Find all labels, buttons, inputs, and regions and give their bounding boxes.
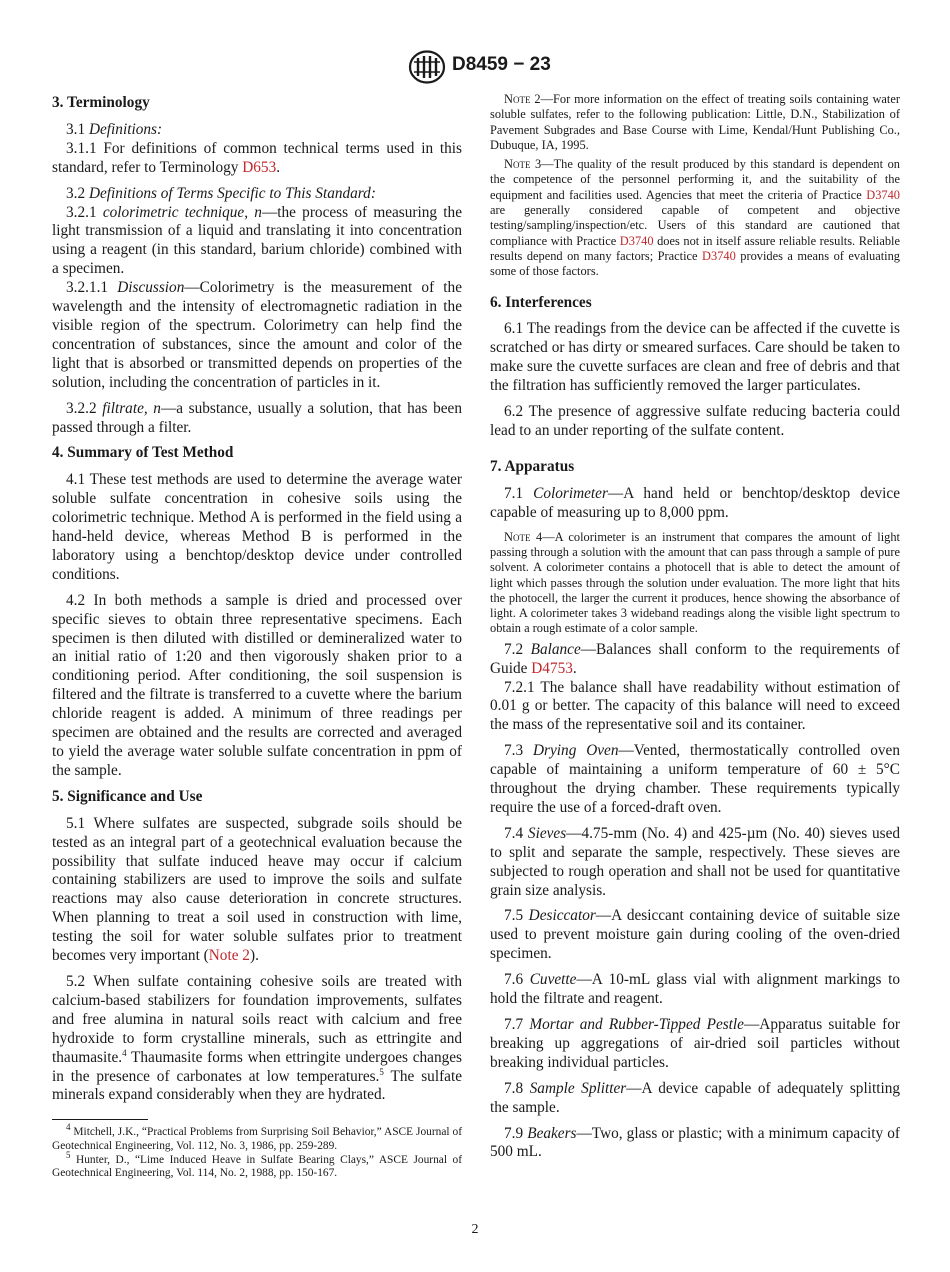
paragraph: 3.2.2 filtrate, n—a substance, usually a solution, that has been passed through a filter. <box>52 399 462 436</box>
paragraph: 7.7 Mortar and Rubber-Tipped Pestle—Apparatus suitable for breaking up aggregations of air-dried soil particles without breaking individual particles. <box>490 1016 900 1071</box>
paragraph: 3.1 Definitions: <box>66 120 163 138</box>
standard-designation: D8459 − 23 <box>452 54 551 75</box>
paragraph: 6.2 The presence of aggressive sulfate reducing bacteria could lead to an under reporting of the sulfate content. <box>490 403 900 439</box>
paragraph: 7.2 Balance—Balances shall conform to the requirements of Guide D4753. <box>490 640 900 677</box>
paragraph: 7.6 Cuvette—A 10-mL glass vial with alignment markings to hold the filtrate and reagent. <box>490 971 900 1008</box>
paragraph: 3.1.1 For definitions of common technical terms used in this standard, refer to Terminology D653. <box>52 139 462 176</box>
paragraph: 7.3 Drying Oven—Vented, thermostatically controlled oven capable of maintaining a uniform temperature of 60 ± 5°C throughout the drying chamber. These requirements typically require the use of a forced-draft oven. <box>490 742 900 816</box>
section-heading: 7. Apparatus <box>490 457 575 475</box>
paragraph: 7.2.1 The balance shall have readability without estimation of 0.01 g or better. The capacity of this balance will need to exceed the mass of the representative soil and its container. <box>490 678 900 734</box>
note-3: Note 3—The quality of the result produced by this standard is dependent on the competence of the personnel performing it, and the suitability of the equipment and facilities used. Agencies that meet the criteria of Practice D3740 are generally considered capable of competent and objective testing/sampling/inspection/etc. Users of this standard are cautioned that compliance with Practice D3740 does not in itself assure reliable results. Reliable results depend on many factors; Practice D3740 provides a means of evaluating some of those factors. <box>490 157 900 279</box>
note-2: Note 2—For more information on the effect of treating soils containing water soluble sulfates, refer to the following publication: Little, D.N., Stabilization of Pavement Subgrades and Base Course with Lime, Kendal/Hunt Publishing Co., Dubuque, IA, 1995. <box>490 92 900 152</box>
section-heading: 4. Summary of Test Method <box>52 444 234 462</box>
footnote-5: $^5$ Hunter, D., “Lime Induced Heave in Sulfate Bearing Clays,” ASCE Journal of Geotechnical Engineering, Vol. 114, No. 2, 1988, pp. 150-167. <box>52 1149 462 1180</box>
paragraph: 4.1 These test methods are used to determine the average water soluble sulfate concentration in cohesive soils using the colorimetric technique. Method A is performed in the field using a hand-held device, whereas Method B is performed in the laboratory using a benchtop/desktop device under controlled conditions. <box>52 471 462 583</box>
note-4: Note 4—A colorimeter is an instrument that compares the amount of light passing through a solution with the amount that can pass through a sample of pure solvent. A colorimeter contains a photocell that is able to detect the amount of light which passes through the solution under evaluation. The more light that hits the photocell, the larger the current it produces, hence showing the absorbance of light. A colorimeter takes 3 wideband readings along the visible light spectrum to obtain a rough estimate of a color sample. <box>490 529 900 636</box>
page-number: 2 <box>471 1222 479 1237</box>
paragraph: 3.2.1 colorimetric technique, n—the process of measuring the light transmission of a liquid and translating it into concentration using a reagent (in this standard, barium chloride) combined with a specimen. <box>52 203 462 278</box>
section-heading: 3. Terminology <box>52 94 150 111</box>
paragraph: 5.2 When sulfate containing cohesive soils are treated with calcium-based stabilizers for foundation improvements, sulfates and free alumina in natural soils react with calcium and free hydroxide to form crystalline minerals, such as ettringite and thaumasite.$^4$ Thaumasite forms when ettringite undergoes changes in the presence of carbonates at low temperatures.$^5$ The sulfate minerals expand considerably when they are hydrated. <box>52 972 462 1104</box>
paragraph: 7.1 Colorimeter—A hand held or benchtop/desktop device capable of measuring up to 8,000 ppm. <box>490 484 900 521</box>
paragraph: 4.2 In both methods a sample is dried and processed over specific sieves to obtain three representative specimens. Each specimen is then diluted with distilled or demineralized water to an initial ratio of 1:20 and then vigorously shaken prior to a conditioning period. After conditioning, the soil suspension is filtered and the filtrate is transferred to a cuvette where the barium chloride reagent is added. A minimum of three readings per specimen are obtained and the results are corrected and averaged to yield the average water soluble sulfate concentration in ppm of the sample. <box>52 591 462 779</box>
left-column <box>52 92 462 1181</box>
footnote-ref-4[interactable]: 4 <box>122 1047 127 1058</box>
page-header <box>0 48 950 88</box>
note-2-link[interactable]: Note 2 <box>208 947 250 965</box>
section-heading: 5. Significance and Use <box>52 787 203 805</box>
paragraph: 7.8 Sample Splitter—A device capable of adequately splitting the sample. <box>490 1079 900 1116</box>
ref-link-d653[interactable]: D653 <box>242 158 277 176</box>
section-heading: 6. Interferences <box>490 293 592 311</box>
footnote-4: $^4$ Mitchell, J.K., “Practical Problems from Surprising Soil Behavior,” ASCE Journal of Geotechnical Engineering, Vol. 112, No. 3, 1986, pp. 259-289. <box>52 1122 462 1152</box>
right-column <box>490 92 900 1169</box>
ref-link-d4753[interactable]: D4753 <box>531 659 573 677</box>
astm-logo-icon <box>408 50 446 84</box>
ref-link-d3740[interactable]: D3740 <box>702 248 736 263</box>
paragraph: 7.4 Sieves—4.75-mm (No. 4) and 425-µm (No. 40) sieves used to split and separate the sample, respectively. These sieves are subjected to rough operation and shall not be used for quantitative grain size analysis. <box>490 824 901 899</box>
paragraph: 5.1 Where sulfates are suspected, subgrade soils should be tested as an integral part of a geotechnical evaluation because the possibility that sulfate induced heave may occur if calcium containing stabilizers are used to improve the soils and sulfate reactions may also cause deterioration in concrete structures. When planning to treat a soil used in construction with lime, testing the soil for water soluble sulfates prior to treatment becomes very important (Note 2). <box>52 814 462 965</box>
paragraph: 3.2.1.1 Discussion—Colorimetry is the measurement of the wavelength and the intensity of electromagnetic radiation in the visible region of the spectrum. Colorimetry can help find the concentration of substances, since the amount and color of the light that is absorbed or transmitted depends on properties of the solution, including the concentration of particles in it. <box>52 279 462 391</box>
paragraph: 7.9 Beakers—Two, glass or plastic; with a minimum capacity of 500 mL. <box>490 1124 900 1161</box>
ref-link-d3740[interactable]: D3740 <box>866 187 900 202</box>
paragraph: 3.2 Definitions of Terms Specific to This Standard: <box>66 184 376 202</box>
ref-link-d3740[interactable]: D3740 <box>619 233 654 248</box>
paragraph: 6.1 The readings from the device can be affected if the cuvette is scratched or has dirty or smeared surfaces. Care should be taken to make sure the cuvette surfaces are clean and free of debris and that the filtration has sufficiently removed the larger particulates. <box>490 320 900 395</box>
paragraph: 7.5 Desiccator—A desiccant containing device of suitable size used to prevent moisture gain during cooling of the oven-dried specimen. <box>490 907 900 963</box>
footnote-divider <box>52 1119 148 1120</box>
footnote-ref-5[interactable]: 5 <box>379 1066 384 1077</box>
